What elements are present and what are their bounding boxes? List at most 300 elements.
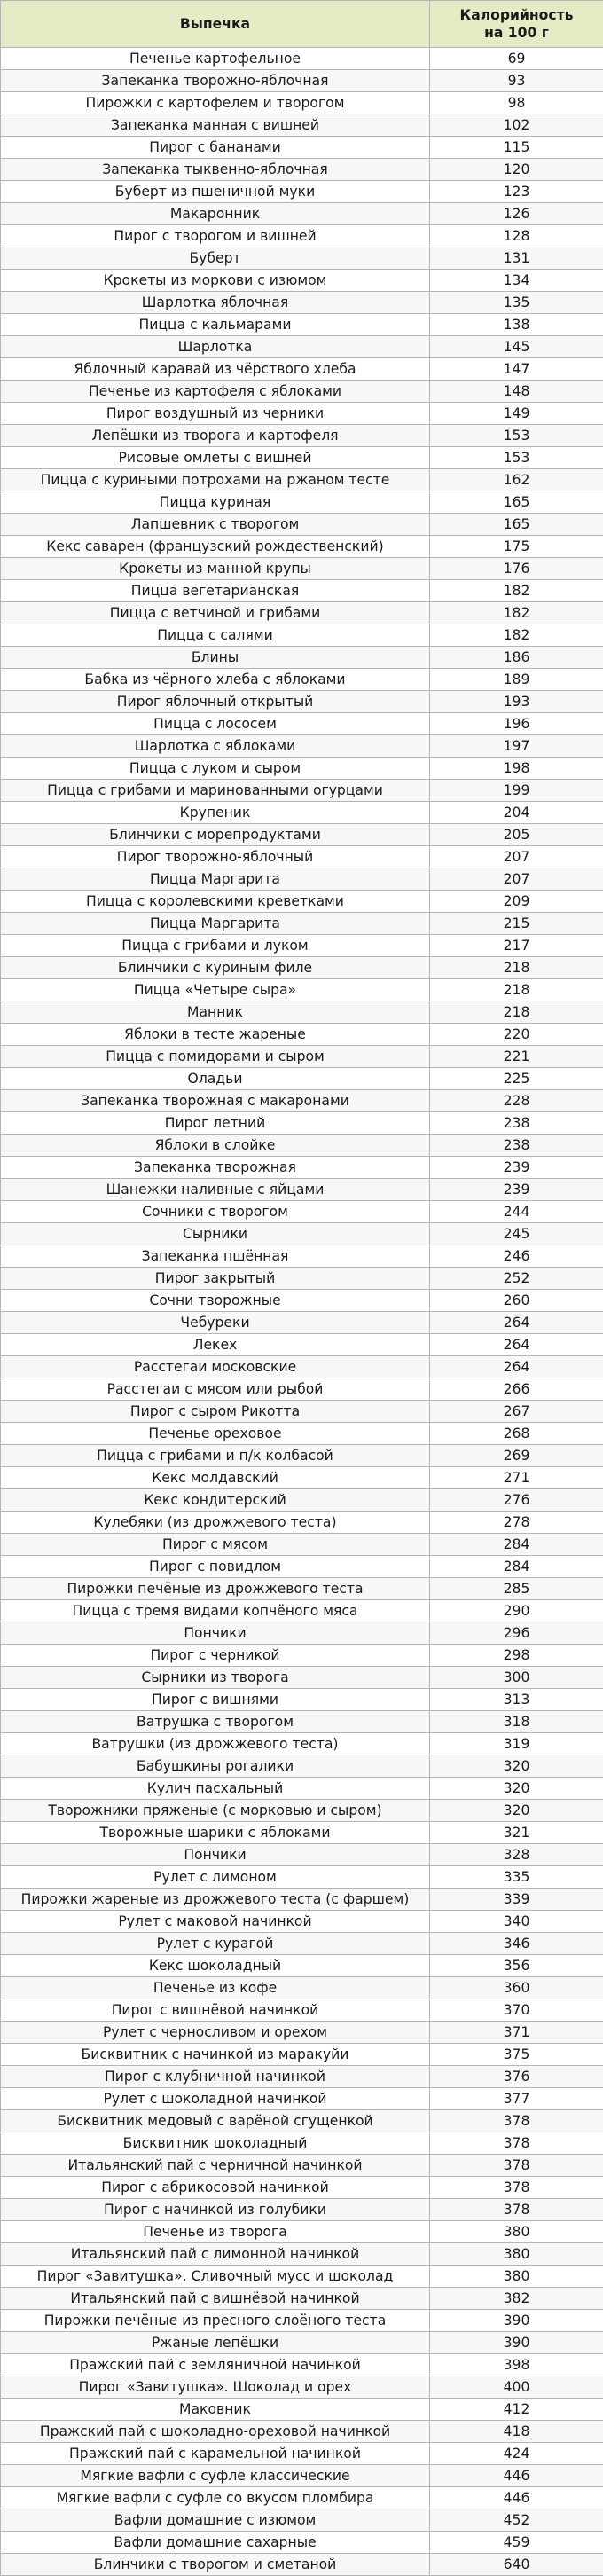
calorie-value-cell: 284 — [430, 1556, 603, 1578]
pastry-name-cell: Чебуреки — [1, 1312, 430, 1334]
pastry-name-cell: Пирог с абрикосовой начинкой — [1, 2177, 430, 2199]
pastry-name-cell: Пицца «Четыре сыра» — [1, 979, 430, 1001]
calorie-value-cell: 245 — [430, 1223, 603, 1245]
table-row — [1, 2532, 603, 2554]
table-row — [1, 1290, 603, 1312]
table-row — [1, 1911, 603, 1933]
table-row — [1, 247, 603, 270]
table-row — [1, 580, 603, 602]
pastry-name-cell: Сырники — [1, 1223, 430, 1245]
header-calories-line1: Калорийность — [459, 7, 573, 23]
calorie-value-cell: 218 — [430, 957, 603, 979]
table-row — [1, 558, 603, 580]
pastry-name-cell: Пирог с вишнями — [1, 1689, 430, 1711]
table-row — [1, 70, 603, 92]
table-row — [1, 2421, 603, 2443]
pastry-name-cell: Макаронник — [1, 203, 430, 225]
table-row — [1, 1423, 603, 1445]
table-row — [1, 1534, 603, 1556]
table-row — [1, 868, 603, 891]
pastry-name-cell: Пицца с грибами и п/к колбасой — [1, 1445, 430, 1467]
calorie-value-cell: 284 — [430, 1534, 603, 1556]
calorie-value-cell: 128 — [430, 225, 603, 247]
calorie-value-cell: 380 — [430, 2243, 603, 2266]
calorie-value-cell: 239 — [430, 1179, 603, 1201]
calorie-value-cell: 380 — [430, 2266, 603, 2288]
calorie-value-cell: 424 — [430, 2443, 603, 2465]
pastry-name-cell: Запеканка тыквенно-яблочная — [1, 159, 430, 181]
calorie-value-cell: 198 — [430, 758, 603, 780]
header-calories-line2: на 100 г — [484, 25, 549, 41]
calorie-value-cell: 246 — [430, 1245, 603, 1268]
table-row — [1, 403, 603, 425]
table-row — [1, 491, 603, 514]
calorie-value-cell: 260 — [430, 1290, 603, 1312]
table-row — [1, 270, 603, 292]
pastry-name-cell: Пицца Маргарита — [1, 868, 430, 891]
table-row — [1, 2376, 603, 2399]
table-row — [1, 1467, 603, 1489]
calorie-value-cell: 398 — [430, 2354, 603, 2376]
calorie-value-cell: 290 — [430, 1600, 603, 1622]
table-row — [1, 1822, 603, 1844]
pastry-name-cell: Вафли домашние с изюмом — [1, 2509, 430, 2532]
pastry-name-cell: Пицца с куриными потрохами на ржаном тесте — [1, 469, 430, 491]
pastry-name-cell: Бабушкины рогалики — [1, 1755, 430, 1778]
calorie-value-cell: 162 — [430, 469, 603, 491]
pastry-name-cell: Пирог с клубничной начинкой — [1, 2066, 430, 2088]
pastry-name-cell: Печенье из кофе — [1, 1977, 430, 1999]
header-calories — [430, 1, 603, 48]
calorie-value-cell: 205 — [430, 824, 603, 846]
table-row — [1, 203, 603, 225]
calorie-value-cell: 320 — [430, 1755, 603, 1778]
pastry-name-cell: Блины — [1, 647, 430, 669]
pastry-name-cell: Пирог с повидлом — [1, 1556, 430, 1578]
pastry-name-cell: Кекс шоколадный — [1, 1955, 430, 1977]
pastry-name-cell: Пицца куриная — [1, 491, 430, 514]
calorie-value-cell: 339 — [430, 1889, 603, 1911]
table-row — [1, 913, 603, 935]
calorie-value-cell: 228 — [430, 1090, 603, 1112]
calorie-value-cell: 217 — [430, 935, 603, 957]
table-body — [1, 48, 603, 2576]
pastry-name-cell: Лапшевник с творогом — [1, 514, 430, 536]
table-row — [1, 1622, 603, 1645]
table-row — [1, 1378, 603, 1401]
pastry-name-cell: Шарлотка с яблоками — [1, 735, 430, 758]
pastry-name-cell: Бисквитник шоколадный — [1, 2132, 430, 2155]
calorie-value-cell: 238 — [430, 1135, 603, 1157]
calorie-value-cell: 175 — [430, 536, 603, 558]
calorie-value-cell: 390 — [430, 2310, 603, 2332]
pastry-name-cell: Пражский пай с карамельной начинкой — [1, 2443, 430, 2465]
table-row — [1, 1001, 603, 1024]
calorie-value-cell: 356 — [430, 1955, 603, 1977]
table-row — [1, 957, 603, 979]
calorie-value-cell: 378 — [430, 2155, 603, 2177]
table-row — [1, 1445, 603, 1467]
pastry-name-cell: Запеканка пшённая — [1, 1245, 430, 1268]
table-row — [1, 846, 603, 868]
table-row — [1, 159, 603, 181]
table-row — [1, 2310, 603, 2332]
table-row — [1, 1933, 603, 1955]
table-row — [1, 1689, 603, 1711]
table-row — [1, 1157, 603, 1179]
calorie-value-cell: 400 — [430, 2376, 603, 2399]
calorie-value-cell: 204 — [430, 802, 603, 824]
calorie-value-cell: 268 — [430, 1423, 603, 1445]
calorie-value-cell: 165 — [430, 514, 603, 536]
pastry-name-cell: Буберт — [1, 247, 430, 270]
table-row — [1, 1090, 603, 1112]
table-row — [1, 225, 603, 247]
pastry-name-cell: Яблоки в слойке — [1, 1135, 430, 1157]
calorie-value-cell: 267 — [430, 1401, 603, 1423]
pastry-name-cell: Рулет с черносливом и орехом — [1, 2022, 430, 2044]
table-row — [1, 1955, 603, 1977]
calorie-value-cell: 209 — [430, 891, 603, 913]
calorie-value-cell: 346 — [430, 1933, 603, 1955]
pastry-name-cell: Пирог с бананами — [1, 137, 430, 159]
calorie-value-cell: 377 — [430, 2088, 603, 2110]
table-row — [1, 2443, 603, 2465]
table-row — [1, 602, 603, 624]
calorie-value-cell: 252 — [430, 1268, 603, 1290]
calorie-value-cell: 153 — [430, 447, 603, 469]
pastry-name-cell: Запеканка творожная — [1, 1157, 430, 1179]
pastry-name-cell: Пицца Маргарита — [1, 913, 430, 935]
pastry-name-cell: Крокеты из моркови с изюмом — [1, 270, 430, 292]
table-row — [1, 2022, 603, 2044]
pastry-name-cell: Итальянский пай с вишнёвой начинкой — [1, 2288, 430, 2310]
pastry-name-cell: Пирог с вишнёвой начинкой — [1, 1999, 430, 2022]
calorie-value-cell: 153 — [430, 425, 603, 447]
calorie-value-cell: 120 — [430, 159, 603, 181]
pastry-name-cell: Яблоки в тесте жареные — [1, 1024, 430, 1046]
calorie-value-cell: 244 — [430, 1201, 603, 1223]
calorie-value-cell: 378 — [430, 2110, 603, 2132]
pastry-name-cell: Итальянский пай с лимонной начинкой — [1, 2243, 430, 2266]
table-row — [1, 2509, 603, 2532]
pastry-name-cell: Пицца с помидорами и сыром — [1, 1046, 430, 1068]
calorie-value-cell: 196 — [430, 713, 603, 735]
table-row — [1, 1711, 603, 1733]
table-row — [1, 2288, 603, 2310]
pastry-name-cell: Ватрушки (из дрожжевого теста) — [1, 1733, 430, 1755]
calorie-value-cell: 319 — [430, 1733, 603, 1755]
calorie-value-cell: 147 — [430, 358, 603, 381]
pastry-name-cell: Бисквитник с начинкой из маракуйи — [1, 2044, 430, 2066]
calorie-value-cell: 215 — [430, 913, 603, 935]
calorie-value-cell: 640 — [430, 2554, 603, 2576]
calorie-value-cell: 264 — [430, 1334, 603, 1356]
table-row — [1, 647, 603, 669]
table-row — [1, 1667, 603, 1689]
table-row — [1, 824, 603, 846]
table-row — [1, 1578, 603, 1600]
calorie-value-cell: 238 — [430, 1112, 603, 1135]
calorie-value-cell: 115 — [430, 137, 603, 159]
calorie-value-cell: 446 — [430, 2487, 603, 2509]
table-row — [1, 1844, 603, 1866]
table-row — [1, 2465, 603, 2487]
calorie-value-cell: 193 — [430, 691, 603, 713]
pastry-name-cell: Сочни творожные — [1, 1290, 430, 1312]
pastry-name-cell: Пирог с творогом и вишней — [1, 225, 430, 247]
table-row — [1, 2155, 603, 2177]
table-row — [1, 1401, 603, 1423]
table-row — [1, 2332, 603, 2354]
calorie-value-cell: 126 — [430, 203, 603, 225]
pastry-name-cell: Запеканка творожно-яблочная — [1, 70, 430, 92]
calorie-value-cell: 380 — [430, 2221, 603, 2243]
table-row — [1, 447, 603, 469]
pastry-name-cell: Манник — [1, 1001, 430, 1024]
table-row — [1, 1977, 603, 1999]
pastry-name-cell: Печенье картофельное — [1, 48, 430, 70]
table-row — [1, 425, 603, 447]
calorie-value-cell: 225 — [430, 1068, 603, 1090]
table-row — [1, 979, 603, 1001]
table-row — [1, 1024, 603, 1046]
pastry-name-cell: Пирог закрытый — [1, 1268, 430, 1290]
table-row — [1, 2132, 603, 2155]
pastry-name-cell: Блинчики с куриным филе — [1, 957, 430, 979]
pastry-name-cell: Пирог с черникой — [1, 1645, 430, 1667]
calorie-value-cell: 320 — [430, 1778, 603, 1800]
calorie-value-cell: 278 — [430, 1512, 603, 1534]
pastry-name-cell: Пирожки печёные из дрожжевого теста — [1, 1578, 430, 1600]
pastry-name-cell: Мягкие вафли с суфле классические — [1, 2465, 430, 2487]
table-row — [1, 1733, 603, 1755]
table-row — [1, 1245, 603, 1268]
table-row — [1, 1645, 603, 1667]
pastry-name-cell: Пончики — [1, 1622, 430, 1645]
calorie-value-cell: 182 — [430, 602, 603, 624]
table-row — [1, 735, 603, 758]
pastry-name-cell: Сочники с творогом — [1, 1201, 430, 1223]
table-row — [1, 1512, 603, 1534]
table-row — [1, 2487, 603, 2509]
calorie-value-cell: 131 — [430, 247, 603, 270]
table-row — [1, 48, 603, 70]
calorie-value-cell: 376 — [430, 2066, 603, 2088]
pastry-name-cell: Лекех — [1, 1334, 430, 1356]
calorie-value-cell: 93 — [430, 70, 603, 92]
calorie-value-cell: 182 — [430, 580, 603, 602]
calorie-value-cell: 375 — [430, 2044, 603, 2066]
calorie-value-cell: 176 — [430, 558, 603, 580]
calorie-value-cell: 335 — [430, 1866, 603, 1889]
calorie-value-cell: 148 — [430, 381, 603, 403]
pastry-name-cell: Запеканка творожная с макаронами — [1, 1090, 430, 1112]
table-row — [1, 536, 603, 558]
table-row — [1, 1046, 603, 1068]
pastry-name-cell: Расстегаи с мясом или рыбой — [1, 1378, 430, 1401]
pastry-name-cell: Кулич пасхальный — [1, 1778, 430, 1800]
pastry-name-cell: Пицца с ветчиной и грибами — [1, 602, 430, 624]
table-row — [1, 2266, 603, 2288]
pastry-name-cell: Ржаные лепёшки — [1, 2332, 430, 2354]
calorie-value-cell: 239 — [430, 1157, 603, 1179]
table-row — [1, 713, 603, 735]
calorie-value-cell: 318 — [430, 1711, 603, 1733]
table-row — [1, 1068, 603, 1090]
header-pastry: Выпечка — [1, 1, 430, 48]
pastry-name-cell: Яблочный каравай из чёрствого хлеба — [1, 358, 430, 381]
table-row — [1, 1312, 603, 1334]
table-row — [1, 891, 603, 913]
pastry-name-cell: Пирог с сыром Рикотта — [1, 1401, 430, 1423]
pastry-name-cell: Ватрушка с творогом — [1, 1711, 430, 1733]
pastry-name-cell: Рулет с лимоном — [1, 1866, 430, 1889]
calorie-value-cell: 328 — [430, 1844, 603, 1866]
pastry-name-cell: Печенье из творога — [1, 2221, 430, 2243]
calorie-value-cell: 207 — [430, 846, 603, 868]
pastry-name-cell: Бабка из чёрного хлеба с яблоками — [1, 669, 430, 691]
calorie-value-cell: 378 — [430, 2132, 603, 2155]
table-row — [1, 802, 603, 824]
calorie-value-cell: 220 — [430, 1024, 603, 1046]
pastry-name-cell: Пирог творожно-яблочный — [1, 846, 430, 868]
table-row — [1, 1223, 603, 1245]
pastry-name-cell: Буберт из пшеничной муки — [1, 181, 430, 203]
pastry-name-cell: Пирог «Завитушка». Сливочный мусс и шоколад — [1, 2266, 430, 2288]
pastry-name-cell: Кекс саварен (французский рождественский) — [1, 536, 430, 558]
table-row — [1, 758, 603, 780]
calorie-value-cell: 264 — [430, 1356, 603, 1378]
pastry-name-cell: Расстегаи московские — [1, 1356, 430, 1378]
pastry-name-cell: Итальянский пай с черничной начинкой — [1, 2155, 430, 2177]
pastry-name-cell: Сырники из творога — [1, 1667, 430, 1689]
pastry-name-cell: Пончики — [1, 1844, 430, 1866]
calorie-value-cell: 145 — [430, 336, 603, 358]
table-row — [1, 2243, 603, 2266]
pastry-name-cell: Рисовые омлеты с вишней — [1, 447, 430, 469]
pastry-name-cell: Пицца с кальмарами — [1, 314, 430, 336]
pastry-name-cell: Лепёшки из творога и картофеля — [1, 425, 430, 447]
pastry-name-cell: Пражский пай с шоколадно-ореховой начинкой — [1, 2421, 430, 2443]
calorie-value-cell: 264 — [430, 1312, 603, 1334]
calorie-value-cell: 313 — [430, 1689, 603, 1711]
calorie-value-cell: 276 — [430, 1489, 603, 1512]
pastry-name-cell: Оладьи — [1, 1068, 430, 1090]
calorie-value-cell: 186 — [430, 647, 603, 669]
calorie-value-cell: 382 — [430, 2288, 603, 2310]
table-row — [1, 1556, 603, 1578]
table-row — [1, 336, 603, 358]
table-row — [1, 1999, 603, 2022]
table-row — [1, 2199, 603, 2221]
calorie-value-cell: 182 — [430, 624, 603, 647]
calorie-value-cell: 269 — [430, 1445, 603, 1467]
table-row — [1, 292, 603, 314]
calorie-value-cell: 271 — [430, 1467, 603, 1489]
pastry-name-cell: Пирог летний — [1, 1112, 430, 1135]
pastry-name-cell: Пицца с грибами и луком — [1, 935, 430, 957]
calorie-value-cell: 138 — [430, 314, 603, 336]
table-row — [1, 2554, 603, 2576]
pastry-name-cell: Пицца с салями — [1, 624, 430, 647]
table-row — [1, 2177, 603, 2199]
pastry-name-cell: Вафли домашние сахарные — [1, 2532, 430, 2554]
table-row — [1, 2399, 603, 2421]
calorie-value-cell: 321 — [430, 1822, 603, 1844]
table-row — [1, 1334, 603, 1356]
pastry-name-cell: Шарлотка яблочная — [1, 292, 430, 314]
table-row — [1, 137, 603, 159]
calorie-value-cell: 134 — [430, 270, 603, 292]
calorie-value-cell: 370 — [430, 1999, 603, 2022]
pastry-name-cell: Пирожки с картофелем и творогом — [1, 92, 430, 114]
calorie-value-cell: 135 — [430, 292, 603, 314]
table-row — [1, 1112, 603, 1135]
table-row — [1, 1800, 603, 1822]
calorie-value-cell: 378 — [430, 2177, 603, 2199]
table-row — [1, 1755, 603, 1778]
table-row — [1, 381, 603, 403]
pastry-name-cell: Пицца с тремя видами копчёного мяса — [1, 1600, 430, 1622]
table-row — [1, 181, 603, 203]
pastry-name-cell: Пицца с лососем — [1, 713, 430, 735]
table-row — [1, 2066, 603, 2088]
table-row — [1, 691, 603, 713]
calorie-value-cell: 298 — [430, 1645, 603, 1667]
calorie-value-cell: 360 — [430, 1977, 603, 1999]
calorie-value-cell: 69 — [430, 48, 603, 70]
table-row — [1, 1778, 603, 1800]
calorie-value-cell: 320 — [430, 1800, 603, 1822]
calorie-value-cell: 371 — [430, 2022, 603, 2044]
pastry-name-cell: Шанежки наливные с яйцами — [1, 1179, 430, 1201]
pastry-name-cell: Кекс кондитерский — [1, 1489, 430, 1512]
calorie-value-cell: 221 — [430, 1046, 603, 1068]
table-row — [1, 358, 603, 381]
pastry-name-cell: Блинчики с морепродуктами — [1, 824, 430, 846]
pastry-name-cell: Пицца с луком и сыром — [1, 758, 430, 780]
table-row — [1, 2221, 603, 2243]
pastry-name-cell: Пирог воздушный из черники — [1, 403, 430, 425]
pastry-name-cell: Пицца с грибами и маринованными огурцами — [1, 780, 430, 802]
table-row — [1, 114, 603, 137]
table-row — [1, 2088, 603, 2110]
table-row — [1, 935, 603, 957]
pastry-name-cell: Рулет с курагой — [1, 1933, 430, 1955]
table-row — [1, 2110, 603, 2132]
pastry-name-cell: Пражский пай с земляничной начинкой — [1, 2354, 430, 2376]
table-row — [1, 2044, 603, 2066]
calorie-value-cell: 102 — [430, 114, 603, 137]
table-row — [1, 1489, 603, 1512]
pastry-name-cell: Печенье из картофеля с яблоками — [1, 381, 430, 403]
calorie-value-cell: 266 — [430, 1378, 603, 1401]
calorie-value-cell: 340 — [430, 1911, 603, 1933]
calorie-value-cell: 123 — [430, 181, 603, 203]
pastry-name-cell: Мягкие вафли с суфле со вкусом пломбира — [1, 2487, 430, 2509]
table-row — [1, 780, 603, 802]
pastry-name-cell: Кекс молдавский — [1, 1467, 430, 1489]
calorie-value-cell: 285 — [430, 1578, 603, 1600]
pastry-name-cell: Бисквитник медовый с варёной сгущенкой — [1, 2110, 430, 2132]
pastry-name-cell: Кулебяки (из дрожжевого теста) — [1, 1512, 430, 1534]
table-row — [1, 669, 603, 691]
calorie-value-cell: 197 — [430, 735, 603, 758]
pastry-name-cell: Пирожки жареные из дрожжевого теста (с фаршем) — [1, 1889, 430, 1911]
pastry-name-cell: Пирог с мясом — [1, 1534, 430, 1556]
calorie-value-cell: 300 — [430, 1667, 603, 1689]
